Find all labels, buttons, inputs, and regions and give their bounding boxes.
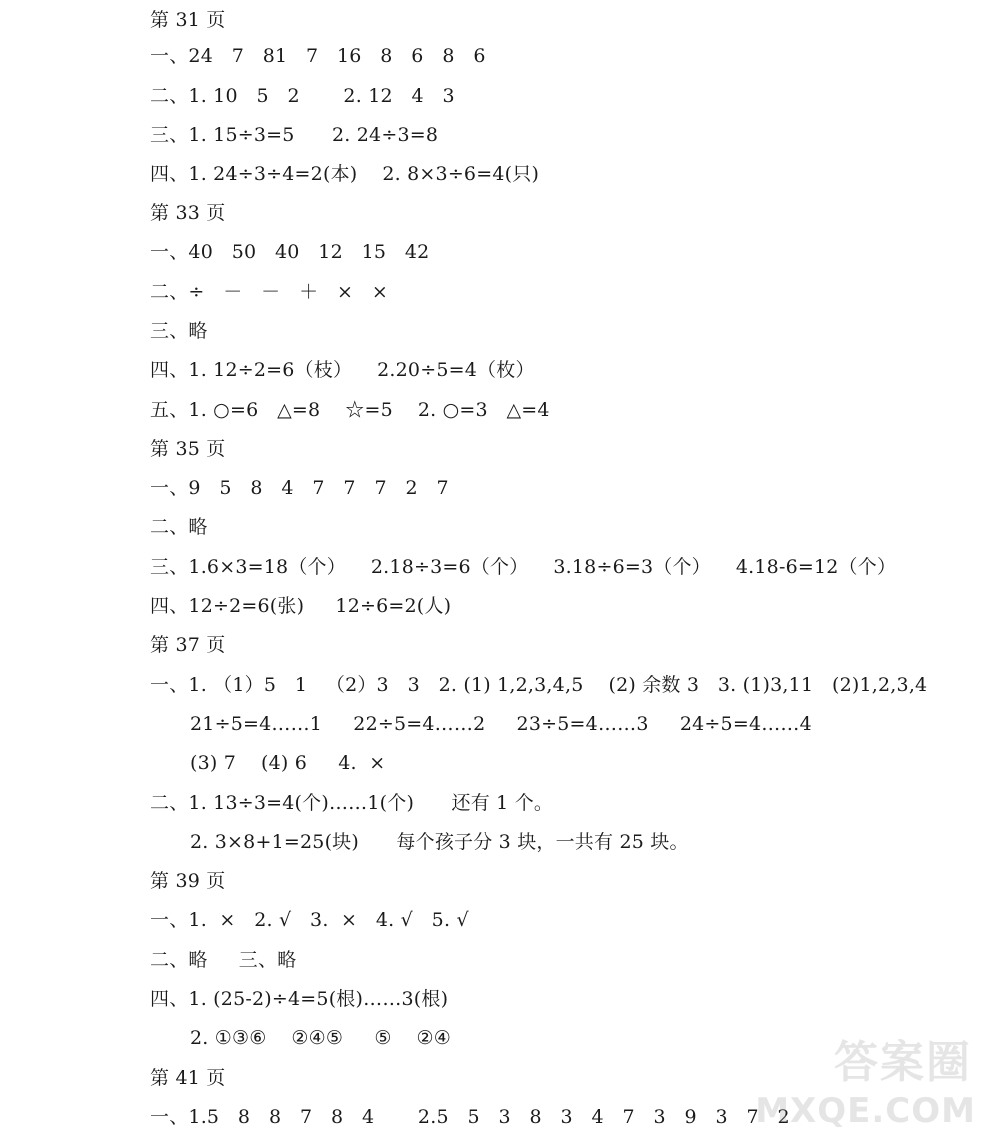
- answer-line-indented: 21÷5=4……1 22÷5=4……2 23÷5=4……3 24÷5=4……4: [190, 713, 812, 735]
- answer-line-indented: 2. ①③⑥ ②④⑤ ⑤ ②④: [190, 1027, 451, 1049]
- answer-line: 一、1. × 2. √ 3. × 4. √ 5. √: [150, 909, 469, 931]
- page-header-35: 第 35 页: [150, 438, 226, 460]
- watermark-domain: MXQE.COM: [755, 1091, 976, 1131]
- answer-line: 一、9 5 8 4 7 7 7 2 7: [150, 477, 449, 499]
- answer-line: 四、1. 24÷3÷4=2(本) 2. 8×3÷6=4(只): [150, 163, 540, 185]
- page-header-37: 第 37 页: [150, 634, 226, 656]
- answer-line: 二、略: [150, 516, 208, 538]
- answer-line: 二、1. 10 5 2 2. 12 4 3: [150, 85, 455, 107]
- answer-line: 一、24 7 81 7 16 8 6 8 6: [150, 45, 486, 67]
- answer-line: 二、略 三、略: [150, 949, 297, 971]
- page-header-39: 第 39 页: [150, 870, 226, 892]
- answer-line: 四、12÷2=6(张) 12÷6=2(人): [150, 595, 452, 617]
- answer-line-indented: (3) 7 (4) 6 4. ×: [190, 752, 386, 774]
- answer-line: 一、1. （1）5 1 （2）3 3 2. (1) 1,2,3,4,5 (2) 余数 3 3. (1)3,11 (2)1,2,3,4: [150, 674, 928, 696]
- answer-line: 二、÷ － － ＋ × ×: [150, 281, 388, 303]
- page-header-33: 第 33 页: [150, 202, 226, 224]
- answer-line: 三、略: [150, 320, 208, 342]
- answer-line: 二、1. 13÷3=4(个)……1(个) 还有 1 个。: [150, 792, 554, 814]
- answer-line-indented: 2. 3×8+1=25(块) 每个孩子分 3 块，一共有 25 块。: [190, 831, 689, 853]
- answer-line: 三、1. 15÷3=5 2. 24÷3=8: [150, 124, 439, 146]
- answer-line: 五、1. ○=6 △=8 ☆=5 2. ○=3 △=4: [150, 399, 550, 421]
- answer-line: 四、1. 12÷2=6（枝） 2.20÷5=4（枚）: [150, 359, 535, 381]
- watermark-logo-text: 答案圈: [834, 1037, 972, 1088]
- page-header-31: 第 31 页: [150, 9, 226, 31]
- answer-line: 一、1.5 8 8 7 8 4 2.5 5 3 8 3 4 7 3 9 3 7 2: [150, 1106, 790, 1128]
- site-watermark: [755, 1026, 982, 1131]
- page-header-41: 第 41 页: [150, 1067, 226, 1089]
- answer-line: 四、1. (25-2)÷4=5(根)……3(根): [150, 988, 449, 1010]
- answer-line: 一、40 50 40 12 15 42: [150, 241, 430, 263]
- answer-line: 三、1.6×3=18（个） 2.18÷3=6（个） 3.18÷6=3（个） 4.18-6=12（个）: [150, 556, 897, 578]
